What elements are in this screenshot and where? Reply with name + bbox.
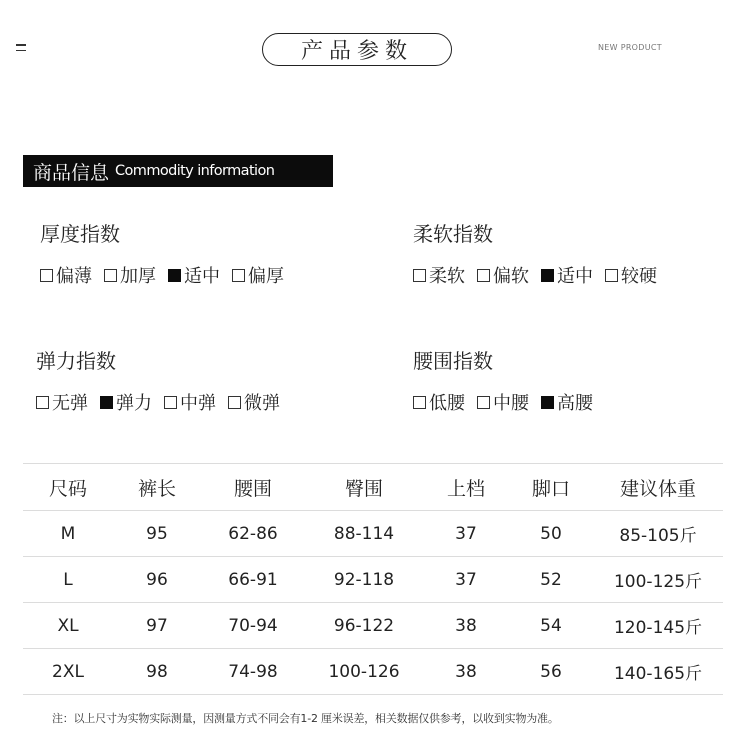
table-cell: 37 bbox=[423, 511, 509, 557]
waist-option[interactable] bbox=[413, 389, 465, 415]
thickness-option[interactable] bbox=[104, 262, 156, 288]
option-label: 高腰 bbox=[557, 393, 593, 414]
new-product-label: NEW PRODUCT bbox=[598, 43, 662, 52]
commodity-info-bar bbox=[23, 155, 333, 187]
waist-option[interactable] bbox=[541, 389, 593, 415]
col-header: 尺码 bbox=[23, 464, 113, 511]
option-label: 加厚 bbox=[120, 266, 156, 287]
col-header: 上档 bbox=[423, 464, 509, 511]
table-cell: 54 bbox=[509, 603, 593, 649]
table-cell: 100-126 bbox=[305, 649, 423, 695]
checkbox-checked-icon[interactable] bbox=[168, 269, 181, 282]
option-label: 中弹 bbox=[180, 393, 216, 414]
table-cell: 50 bbox=[509, 511, 593, 557]
softness-option[interactable] bbox=[605, 262, 657, 288]
table-cell: 66-91 bbox=[201, 557, 305, 603]
checkbox-checked-icon[interactable] bbox=[100, 396, 113, 409]
table-cell: L bbox=[23, 557, 113, 603]
softness-option[interactable] bbox=[477, 262, 529, 288]
table-cell: 38 bbox=[423, 649, 509, 695]
table-cell: 70-94 bbox=[201, 603, 305, 649]
elasticity-option[interactable] bbox=[164, 389, 216, 415]
table-cell: 97 bbox=[113, 603, 201, 649]
checkbox-icon[interactable] bbox=[164, 396, 177, 409]
table-cell: 38 bbox=[423, 603, 509, 649]
thickness-option[interactable] bbox=[40, 262, 92, 288]
thickness-index-title: 厚度指数 bbox=[40, 222, 120, 246]
option-label: 低腰 bbox=[429, 393, 465, 414]
col-header: 建议体重 bbox=[593, 464, 723, 511]
checkbox-icon[interactable] bbox=[40, 269, 53, 282]
option-label: 偏薄 bbox=[56, 266, 92, 287]
col-header: 臀围 bbox=[305, 464, 423, 511]
option-label: 适中 bbox=[557, 266, 593, 287]
table-cell: 52 bbox=[509, 557, 593, 603]
table-cell: 120-145斤 bbox=[593, 603, 723, 649]
table-cell: 96 bbox=[113, 557, 201, 603]
elasticity-option[interactable] bbox=[228, 389, 280, 415]
table-cell: 56 bbox=[509, 649, 593, 695]
elasticity-option[interactable] bbox=[100, 389, 152, 415]
option-label: 适中 bbox=[184, 266, 220, 287]
elasticity-index-title: 弹力指数 bbox=[36, 349, 116, 373]
table-cell: 85-105斤 bbox=[593, 511, 723, 557]
elasticity-option[interactable] bbox=[36, 389, 88, 415]
col-header: 脚口 bbox=[509, 464, 593, 511]
table-cell: 62-86 bbox=[201, 511, 305, 557]
option-label: 偏软 bbox=[493, 266, 529, 287]
measurement-note: 注：以上尺寸为实物实际测量，因测量方式不同会有1-2 厘米误差，相关数据仅供参考，以收到实物为准。 bbox=[52, 712, 559, 725]
softness-option[interactable] bbox=[541, 262, 593, 288]
table-cell: 88-114 bbox=[305, 511, 423, 557]
checkbox-checked-icon[interactable] bbox=[541, 269, 554, 282]
table-cell: 100-125斤 bbox=[593, 557, 723, 603]
checkbox-icon[interactable] bbox=[36, 396, 49, 409]
table-cell: 37 bbox=[423, 557, 509, 603]
table-cell: 95 bbox=[113, 511, 201, 557]
option-label: 较硬 bbox=[621, 266, 657, 287]
table-row bbox=[23, 511, 723, 557]
softness-option[interactable] bbox=[413, 262, 465, 288]
checkbox-checked-icon[interactable] bbox=[541, 396, 554, 409]
table-row bbox=[23, 557, 723, 603]
waist-index-title: 腰围指数 bbox=[413, 349, 493, 373]
option-label: 无弹 bbox=[52, 393, 88, 414]
option-label: 弹力 bbox=[116, 393, 152, 414]
thickness-option[interactable] bbox=[232, 262, 284, 288]
page-title: 产品参数 bbox=[262, 33, 452, 66]
option-label: 中腰 bbox=[493, 393, 529, 414]
thickness-option[interactable] bbox=[168, 262, 220, 288]
waist-options bbox=[413, 389, 605, 415]
checkbox-icon[interactable] bbox=[477, 269, 490, 282]
checkbox-icon[interactable] bbox=[104, 269, 117, 282]
table-cell: 2XL bbox=[23, 649, 113, 695]
checkbox-icon[interactable] bbox=[228, 396, 241, 409]
menu-icon[interactable] bbox=[16, 44, 26, 52]
softness-options bbox=[413, 262, 669, 288]
table-cell: 74-98 bbox=[201, 649, 305, 695]
option-label: 微弹 bbox=[244, 393, 280, 414]
col-header: 裤长 bbox=[113, 464, 201, 511]
thickness-options bbox=[40, 262, 296, 288]
checkbox-icon[interactable] bbox=[477, 396, 490, 409]
checkbox-icon[interactable] bbox=[232, 269, 245, 282]
table-row bbox=[23, 649, 723, 695]
option-label: 柔软 bbox=[429, 266, 465, 287]
table-cell: 96-122 bbox=[305, 603, 423, 649]
softness-index-title: 柔软指数 bbox=[413, 222, 493, 246]
checkbox-icon[interactable] bbox=[605, 269, 618, 282]
table-cell: XL bbox=[23, 603, 113, 649]
size-table bbox=[23, 463, 723, 695]
col-header: 腰围 bbox=[201, 464, 305, 511]
info-bar-en: Commodity information bbox=[115, 163, 275, 179]
checkbox-icon[interactable] bbox=[413, 269, 426, 282]
option-label: 偏厚 bbox=[248, 266, 284, 287]
table-header-row bbox=[23, 464, 723, 511]
elasticity-options bbox=[36, 389, 292, 415]
table-cell: 140-165斤 bbox=[593, 649, 723, 695]
table-cell: 98 bbox=[113, 649, 201, 695]
info-bar-cn: 商品信息 bbox=[33, 161, 110, 184]
checkbox-icon[interactable] bbox=[413, 396, 426, 409]
table-cell: 92-118 bbox=[305, 557, 423, 603]
table-row bbox=[23, 603, 723, 649]
table-cell: M bbox=[23, 511, 113, 557]
waist-option[interactable] bbox=[477, 389, 529, 415]
